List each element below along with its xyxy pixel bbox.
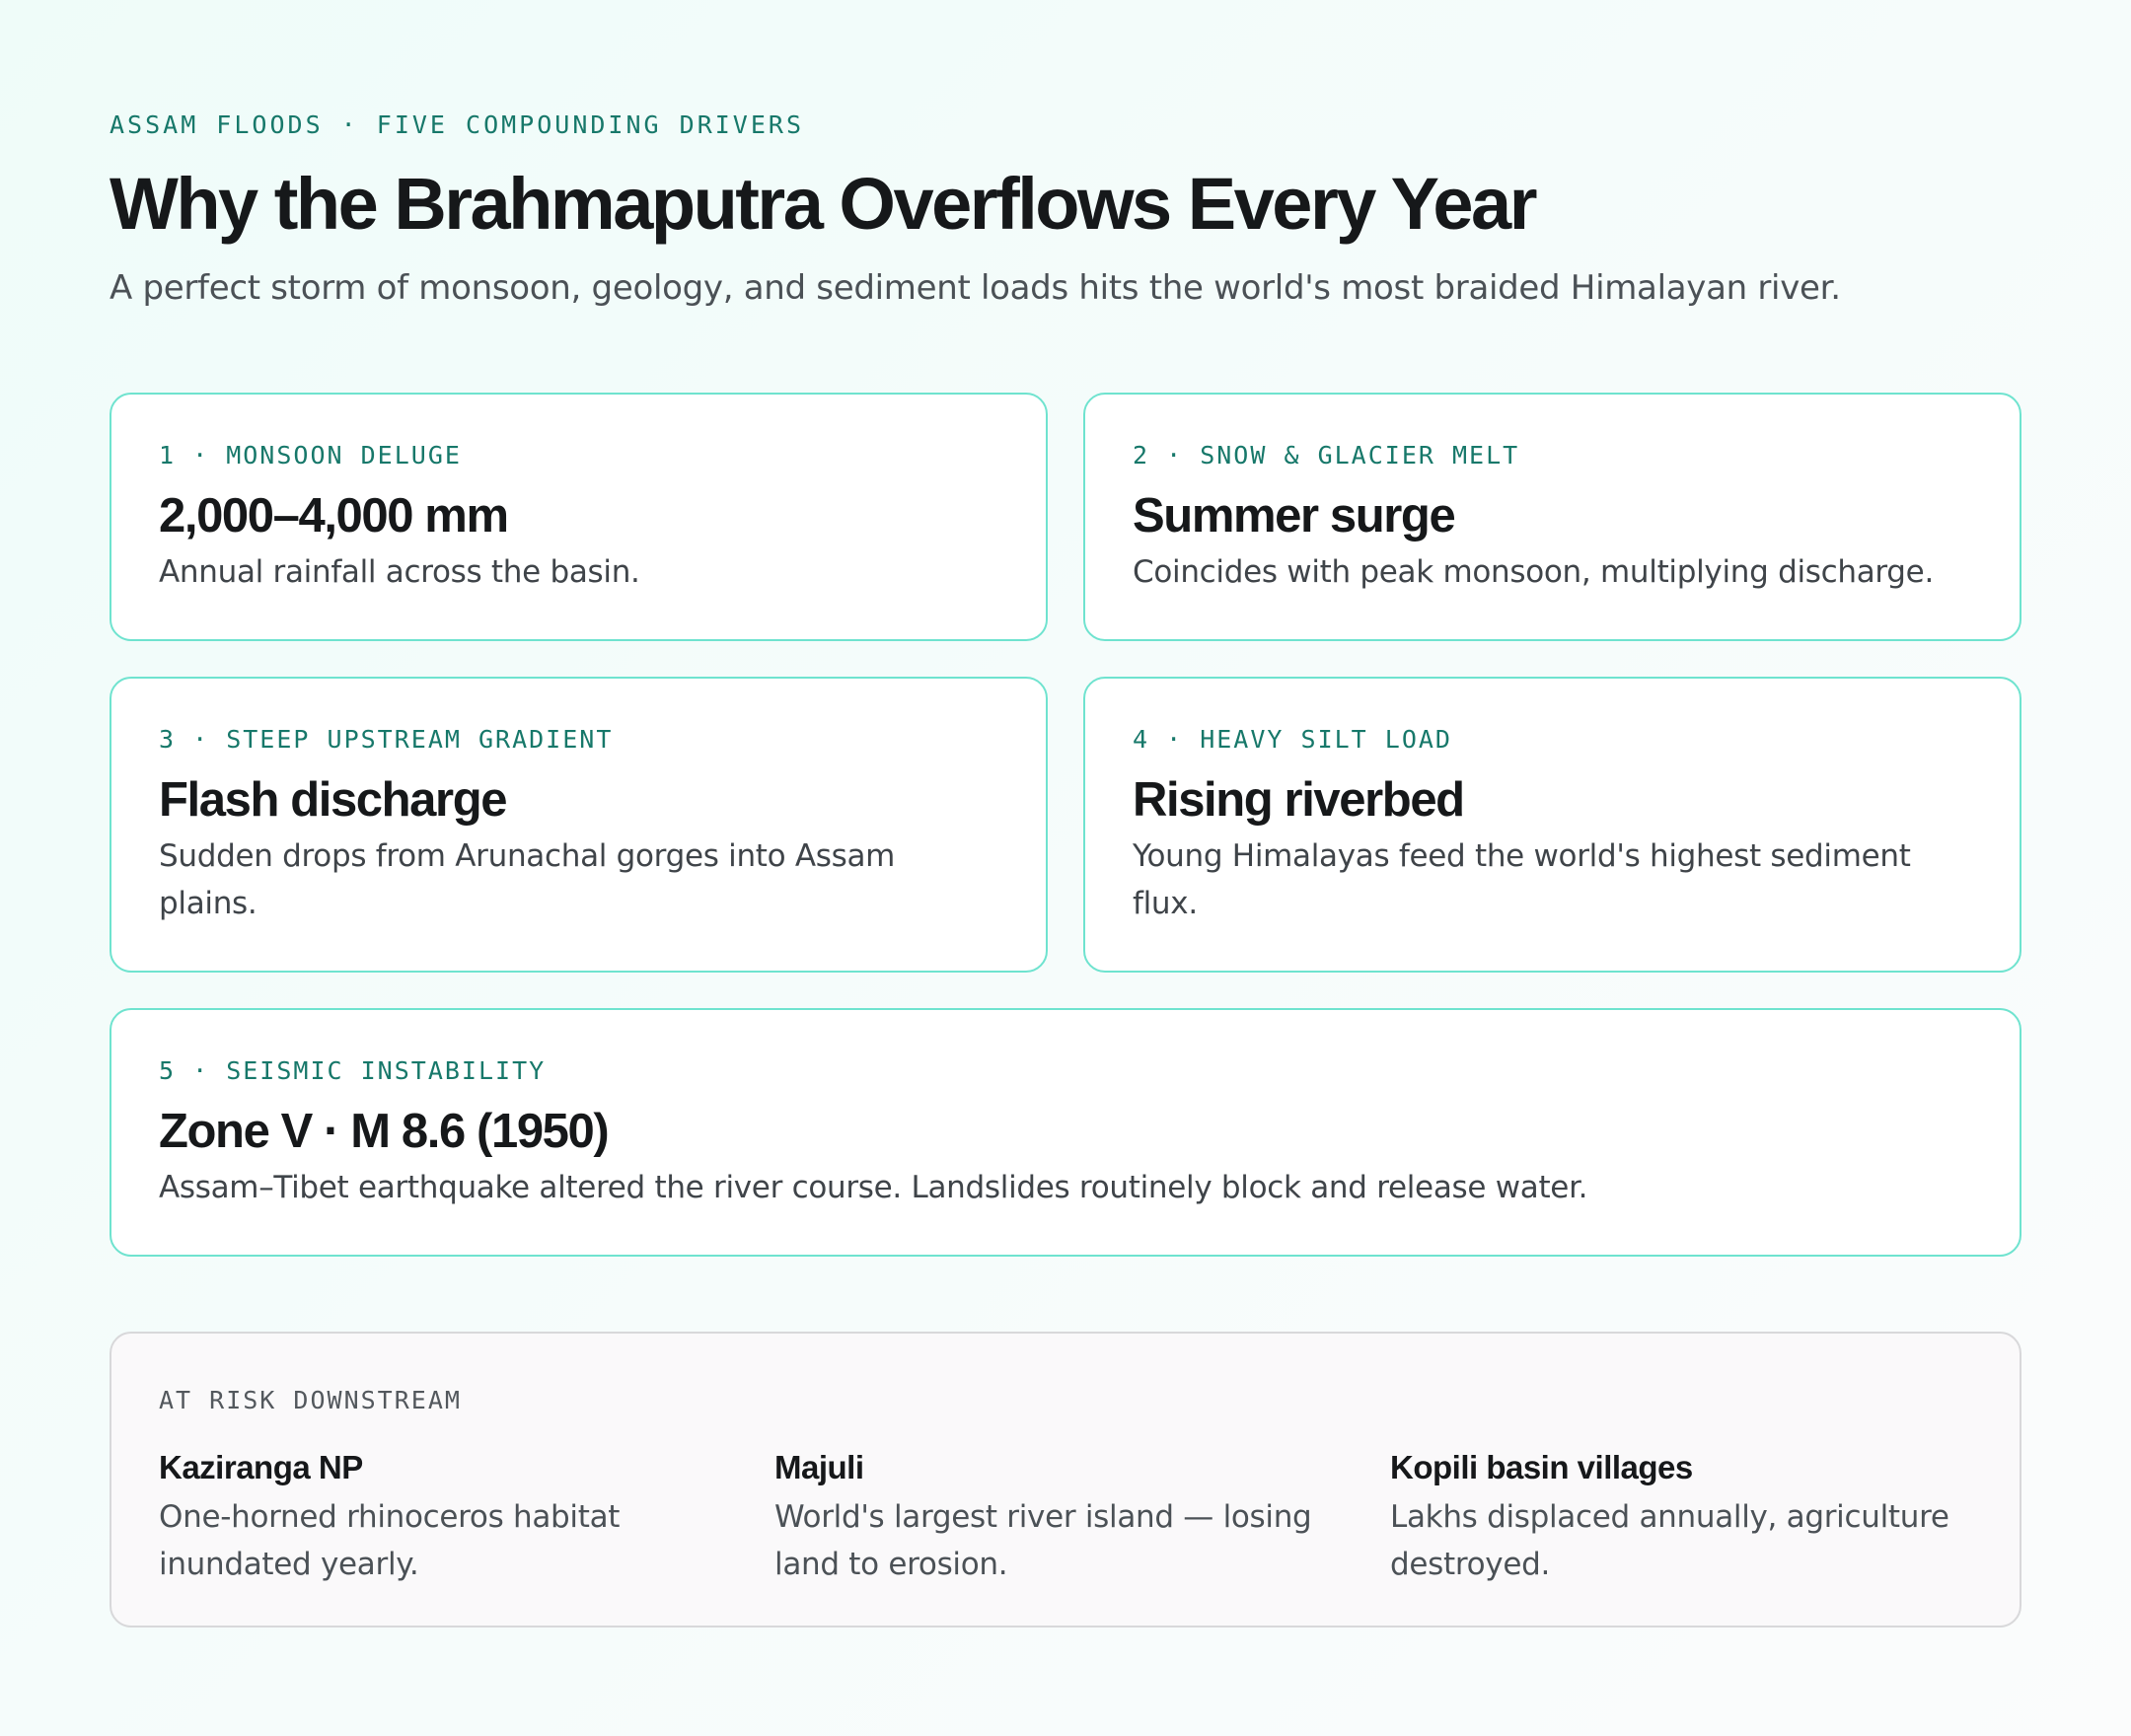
driver-label: 1 · MONSOON DELUGE <box>159 441 462 470</box>
driver-heading: 2,000–4,000 mm <box>159 489 508 542</box>
at-risk-item-name: Kaziranga NP <box>159 1449 363 1485</box>
at-risk-item-description: Lakhs displaced annually, agriculture destroyed. <box>1390 1499 1949 1582</box>
driver-label: 3 · STEEP UPSTREAM GRADIENT <box>159 725 614 754</box>
driver-card-gradient <box>110 677 1048 973</box>
driver-description: Sudden drops from Arunachal gorges into Assam plains. <box>159 838 896 921</box>
driver-card-glacier-melt <box>1083 393 2021 641</box>
at-risk-item-name: Kopili basin villages <box>1390 1449 1693 1485</box>
at-risk-label: AT RISK DOWNSTREAM <box>159 1386 462 1414</box>
at-risk-item-description: World's largest river island — losing land to erosion. <box>774 1499 1312 1582</box>
driver-card-monsoon <box>110 393 1048 641</box>
at-risk-item-kaziranga <box>159 1446 774 1588</box>
at-risk-item-kopili <box>1390 1446 2006 1588</box>
at-risk-item-description: One-horned rhinoceros habitat inundated yearly. <box>159 1499 621 1582</box>
driver-heading: Rising riverbed <box>1133 773 1464 827</box>
driver-heading: Summer surge <box>1133 489 1455 542</box>
driver-description: Young Himalayas feed the world's highest sediment flux. <box>1133 838 1911 921</box>
at-risk-panel <box>110 1332 2021 1628</box>
at-risk-item-majuli <box>774 1446 1390 1588</box>
page-title: Why the Brahmaputra Overflows Every Year <box>110 163 1536 245</box>
driver-heading: Flash discharge <box>159 773 507 827</box>
at-risk-list <box>159 1446 1972 1588</box>
driver-description: Coincides with peak monsoon, multiplying discharge. <box>1133 554 1934 590</box>
at-risk-item-name: Majuli <box>774 1449 864 1485</box>
driver-description: Assam–Tibet earthquake altered the river course. Landslides routinely block and release water. <box>159 1170 1588 1205</box>
page-subtitle: A perfect storm of monsoon, geology, and sediment loads hits the world's most braided Himalayan river. <box>110 268 1841 308</box>
eyebrow-label: ASSAM FLOODS · FIVE COMPOUNDING DRIVERS <box>110 110 804 139</box>
driver-label: 4 · HEAVY SILT LOAD <box>1133 725 1452 754</box>
driver-card-seismic <box>110 1008 2021 1257</box>
driver-label: 2 · SNOW & GLACIER MELT <box>1133 441 1520 470</box>
driver-description: Annual rainfall across the basin. <box>159 554 640 590</box>
driver-card-silt-load <box>1083 677 2021 973</box>
driver-label: 5 · SEISMIC INSTABILITY <box>159 1056 547 1085</box>
driver-heading: Zone V · M 8.6 (1950) <box>159 1105 609 1158</box>
